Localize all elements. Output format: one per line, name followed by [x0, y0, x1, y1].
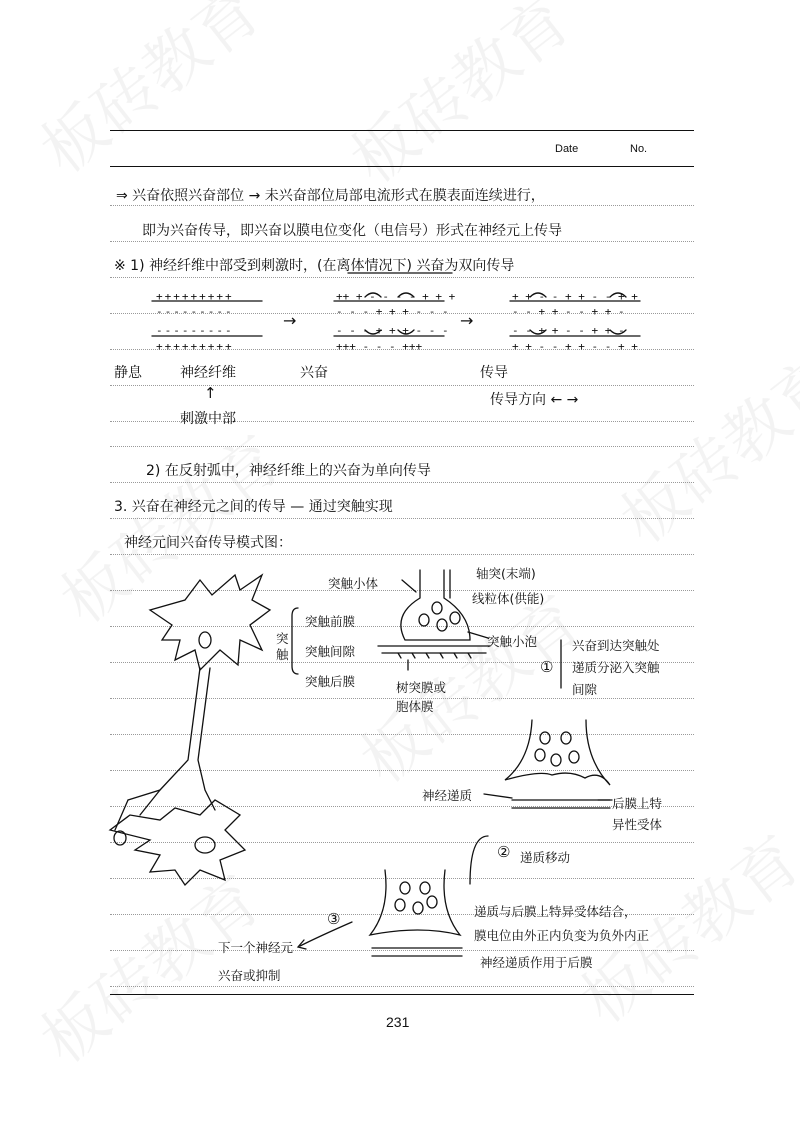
- page-number: 231: [386, 1014, 410, 1030]
- label-receptor-line1: 后膜上特: [612, 796, 663, 811]
- label-synapse-brace: 突触: [276, 631, 289, 662]
- label-axon-terminal: 轴突(末端): [476, 566, 536, 581]
- step3-line-b: 兴奋或抑制: [218, 968, 281, 983]
- rest-inner-top-charges: ---------: [156, 305, 234, 318]
- text-line-1: ⇒ 兴奋依照兴奋部位 → 未兴奋部位局部电流形式在膜表面连续进行，: [116, 188, 545, 204]
- rest-fiber-membranes: [152, 301, 262, 336]
- label-synaptic-vesicle: 突触小泡: [487, 634, 538, 649]
- conduct-outer-bottom-charges: + + - - + + - - + +: [512, 340, 638, 353]
- conduct-inner-bottom-charges: - - + + - - + + -: [512, 324, 625, 337]
- label-postsynaptic-membrane: 突触后膜: [305, 674, 356, 689]
- label-synaptic-cleft: 突触间隙: [305, 644, 356, 659]
- excite-outer-bottom-charges: +++ - - - +++: [336, 340, 423, 353]
- synapse-bottom-diagram: [298, 870, 462, 956]
- conduct-fiber-membranes: [510, 293, 640, 336]
- rest-outer-top-charges: +++++++++: [156, 290, 234, 303]
- synapse-middle-diagram: [470, 720, 612, 884]
- step1-number: ①: [540, 658, 554, 676]
- label-synaptic-knob: 突触小体: [328, 576, 379, 591]
- stimulus-up-arrow: ↑: [204, 384, 217, 402]
- text-line-6: 神经元间兴奋传导模式图：: [124, 535, 292, 551]
- combine-line-3: 神经递质作用于后膜: [480, 955, 593, 970]
- step2-number: ②: [497, 843, 511, 861]
- label-stimulus-middle: 刺激中部: [180, 411, 236, 427]
- step2-label: 递质移动: [520, 850, 571, 865]
- synapse-top-diagram: [292, 570, 561, 688]
- step3-number: ③: [327, 910, 341, 928]
- excite-inner-bottom-charges: - - - + + + - - -: [336, 324, 449, 337]
- excite-fiber-membranes: [334, 293, 444, 336]
- step1-line-a: 兴奋到达突触处: [572, 638, 660, 653]
- neuron-drawing: [110, 575, 270, 885]
- rest-outer-bottom-charges: +++++++++: [156, 340, 234, 353]
- date-label: Date: [555, 143, 579, 155]
- label-nerve-fiber: 神经纤维: [180, 365, 236, 381]
- fiber-arrow-1: →: [283, 311, 297, 330]
- excite-outer-top-charges: ++ + - - - - + + +: [336, 290, 456, 303]
- text-line-5: 3. 兴奋在神经元之间的传导 — 通过突触实现: [114, 499, 393, 515]
- label-presynaptic-membrane: 突触前膜: [305, 614, 356, 629]
- text-line-3: ※ 1) 神经纤维中部受到刺激时，(在离体情况下) 兴奋为双向传导: [114, 258, 515, 274]
- step1-line-c: 间隙: [572, 682, 598, 697]
- label-conduct: 传导: [480, 365, 508, 381]
- combine-line-1: 递质与后膜上特异受体结合，: [474, 904, 637, 919]
- conduct-inner-top-charges: - - + + - - + + -: [512, 305, 625, 318]
- label-receptor-line2: 异性受体: [612, 817, 663, 832]
- no-label: No.: [630, 143, 648, 155]
- text-line-2: 即为兴奋传导，即兴奋以膜电位变化（电信号）形式在神经元上传导: [142, 223, 562, 239]
- fiber-arrow-2: →: [460, 311, 474, 330]
- step3-line-a: 下一个神经元: [218, 940, 294, 955]
- text-line-4: 2) 在反射弧中，神经纤维上的兴奋为单向传导: [146, 463, 431, 479]
- combine-line-2: 膜电位由外正内负变为负外内正: [474, 928, 650, 943]
- label-excite: 兴奋: [300, 365, 328, 381]
- label-neurotransmitter: 神经递质: [422, 788, 473, 803]
- label-rest: 静息: [114, 365, 142, 381]
- excite-inner-top-charges: - - - + + + - - -: [336, 305, 449, 318]
- rest-inner-bottom-charges: ---------: [156, 324, 234, 337]
- step1-line-b: 递质分泌入突触: [572, 660, 660, 675]
- conduct-outer-top-charges: + + - - + + - - + +: [512, 290, 638, 303]
- label-conduct-direction: 传导方向 ← →: [490, 392, 579, 408]
- label-cell-body-membrane: 胞体膜: [396, 699, 434, 714]
- label-dendrite-membrane: 树突膜或: [396, 680, 447, 695]
- label-mitochondria: 线粒体(供能): [472, 591, 545, 606]
